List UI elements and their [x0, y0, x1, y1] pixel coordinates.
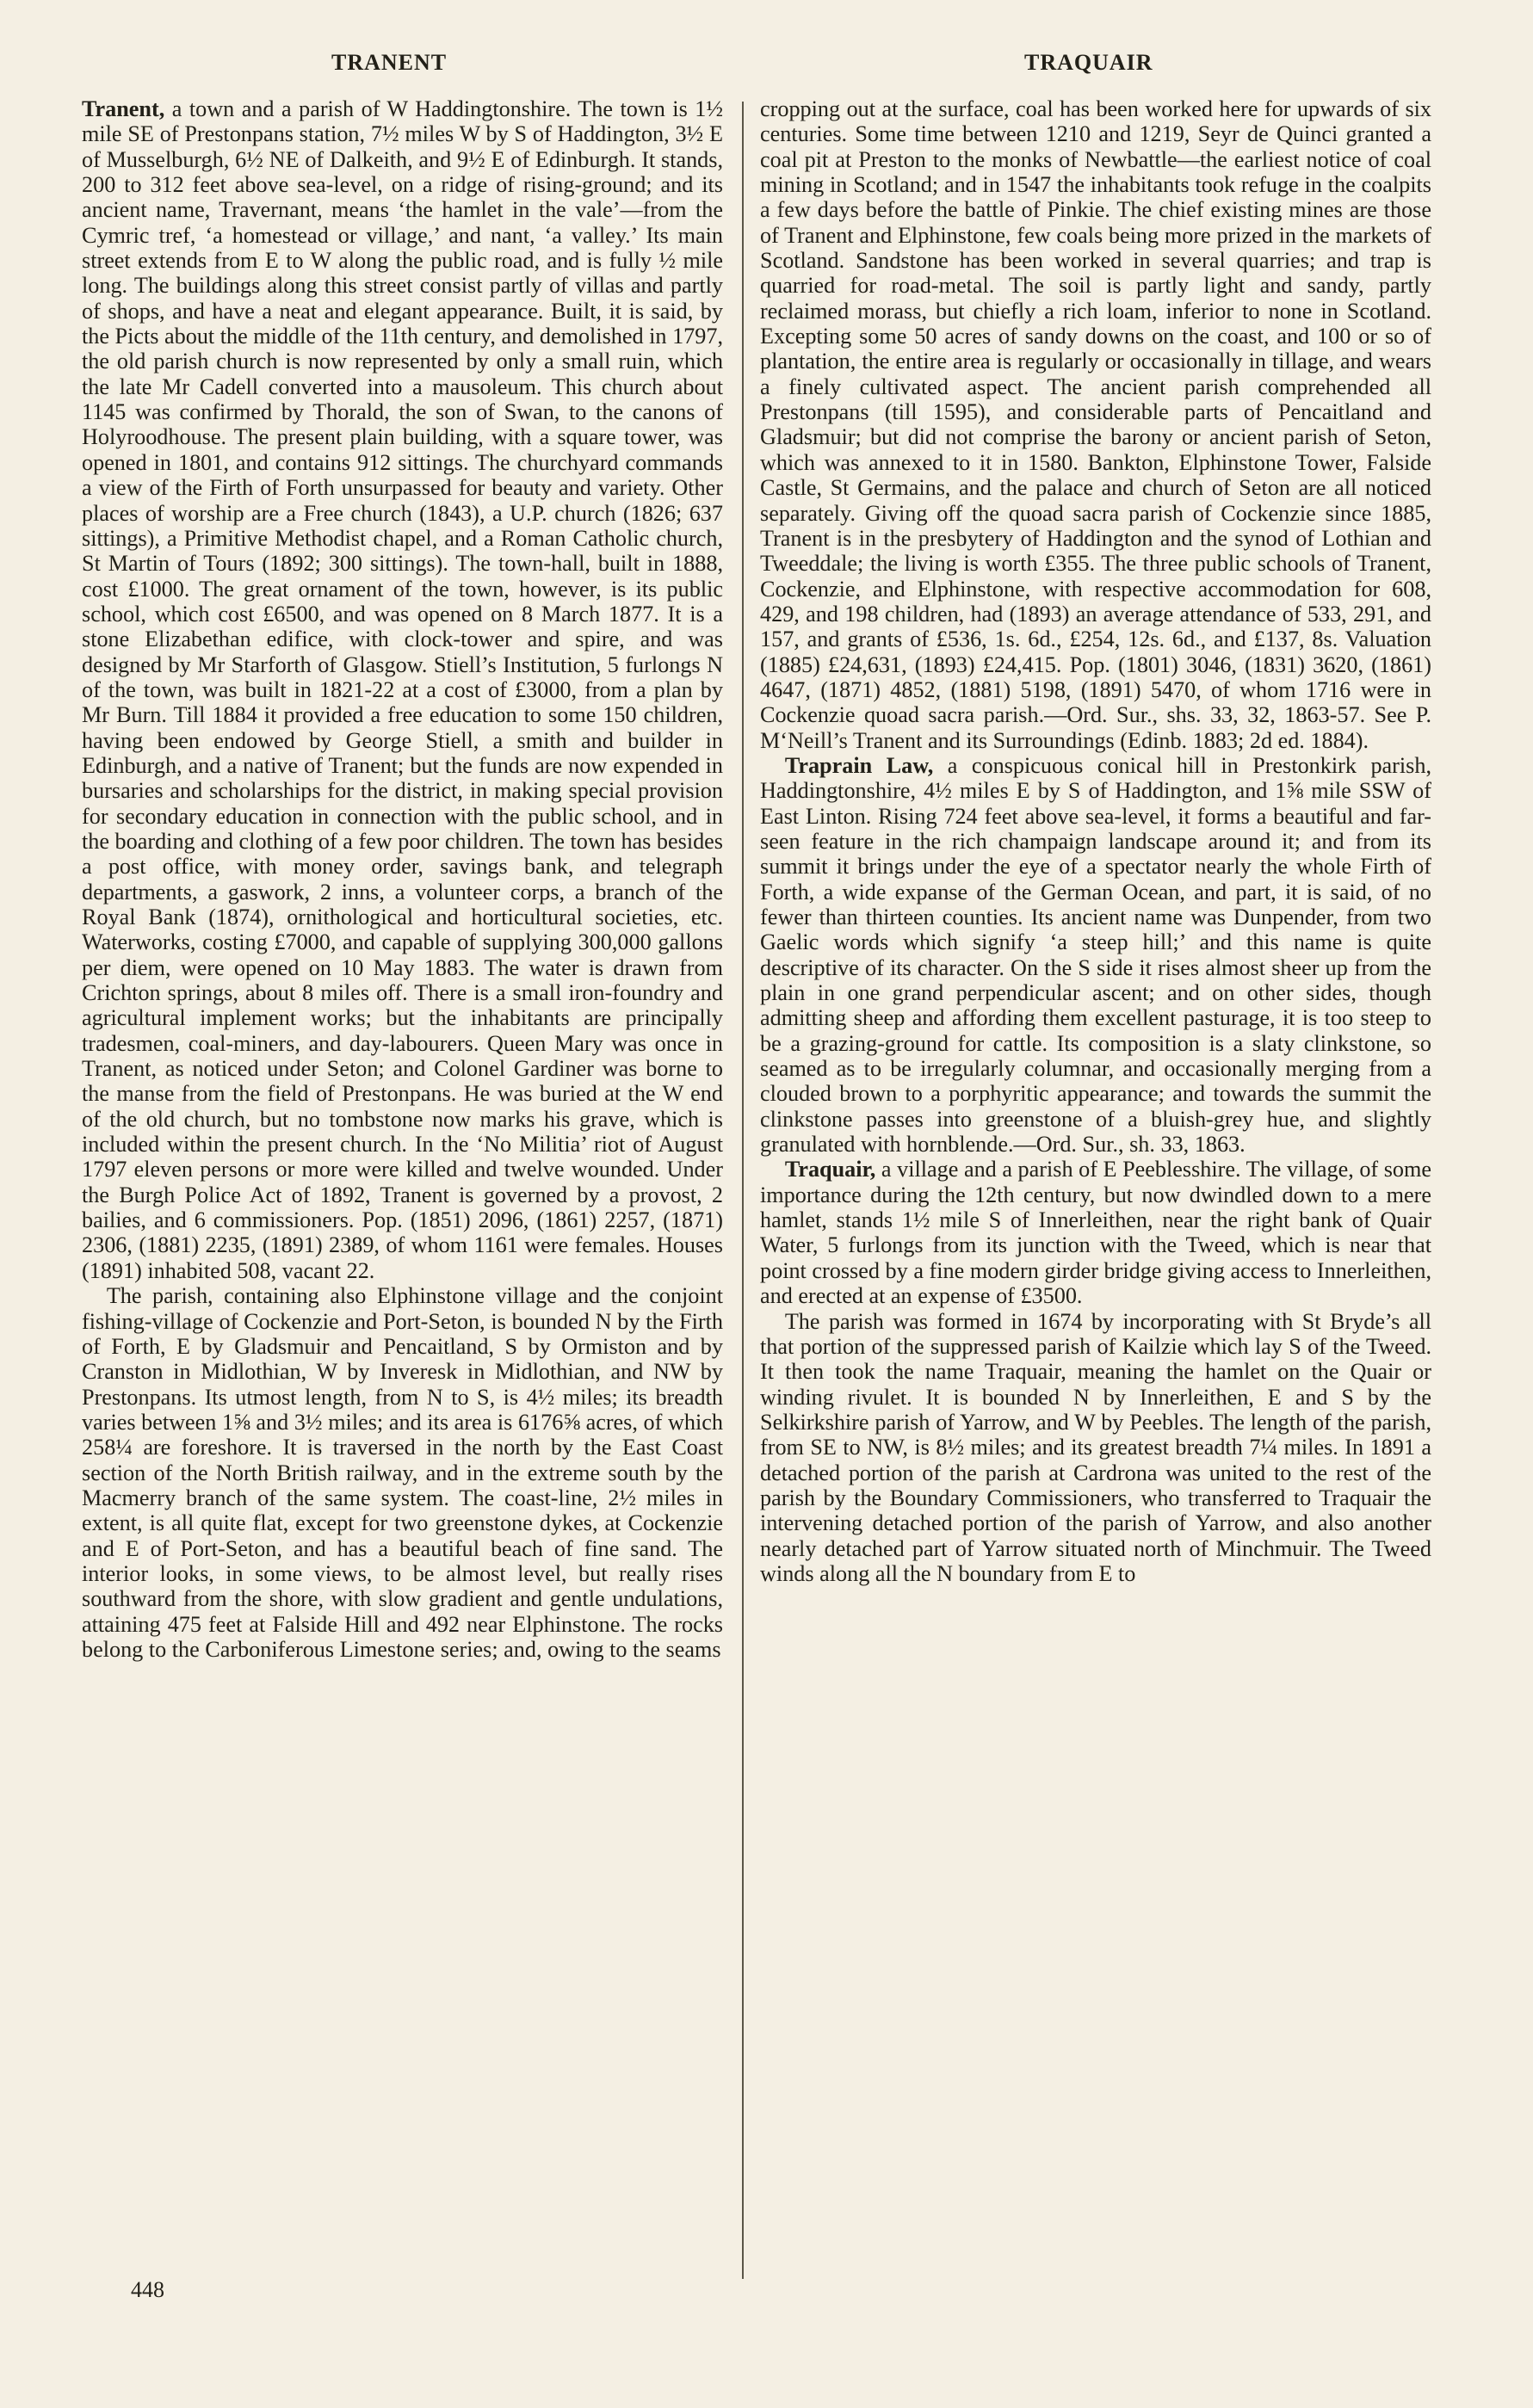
column-rule [742, 102, 744, 2279]
page-number: 448 [131, 2277, 164, 2302]
paragraph [760, 753, 1431, 1158]
entry-text: a town and a parish of W Haddingtonshire. The town is 1½ mile SE of Prestonpans station, 7½ miles W by S of Haddington, 3½ E of Musselburgh, 6½ NE of Dalkeith, and 9½ E of Edinburgh. It stands, 200 to 312 feet above sea-level, on a ridge of rising-ground; and its ancient name, Travernant, means ‘the hamlet in the vale’—from the Cymric tref, ‘a homestead or village,’ and nant, ‘a valley.’ Its main street extends from E to W along the public road, and is fully ½ mile long. The buildings along this street consist partly of villas and partly of shops, and have a neat and elegant appearance. Built, it is said, by the Picts about the middle of the 11th century, and demolished in 1797, the old parish church is now represented by only a small ruin, which the late Mr Cadell converted into a mausoleum. This church about 1145 was confirmed by Thorald, the son of Swan, to the canons of Holyroodhouse. The present plain building, with a square tower, was opened in 1801, and contains 912 sittings. The churchyard commands a view of the Firth of Forth unsurpassed for beauty and variety. Other places of worship are a Free church (1843), a U.P. church (1826; 637 sittings), a Primitive Methodist chapel, and a Roman Catholic church, St Martin of Tours (1892; 300 sittings). The town-hall, built in 1888, cost £1000. The great ornament of the town, however, is its public school, which cost £6500, and was opened on 8 March 1877. It is a stone Elizabethan edifice, with clock-tower and spire, and was designed by Mr Starforth of Glasgow. Stiell’s Institution, 5 furlongs N of the town, was built in 1821-22 at a cost of £3000, from a plan by Mr Burn. Till 1884 it provided a free education to some 150 children, having been endowed by George Stiell, a smith and builder in Edinburgh, and a native of Tranent; but the funds are now expended in bursaries and scholarships for the district, in making special provision for secondary education in connection with the public school, and in the boarding and clothing of a few poor children. The town has besides a post office, with money order, savings bank, and telegraph departments, a gaswork, 2 inns, a volunteer corps, a branch of the Royal Bank (1874), ornithological and horticultural societies, etc. Waterworks, costing £7000, and capable of supplying 300,000 gallons per diem, were opened on 10 May 1883. The water is drawn from Crichton springs, about 8 miles off. There is a small iron-foundry and agricultural implement works; but the inhabitants are principally tradesmen, coal-miners, and day-labourers. Queen Mary was once in Tranent, as noticed under Seton; and Colonel Gardiner was borne to the manse from the field of Prestonpans. He was buried at the W end of the old church, but no tombstone now marks his grave, which is included within the present church. In the ‘No Militia’ riot of August 1797 eleven persons or more were killed and twelve wounded. Under the Burgh Police Act of 1892, Tranent is governed by a provost, 2 bailies, and 6 commissioners. Pop. (1851) 2096, (1861) 2257, (1871) 2306, (1881) 2235, (1891) 2389, of whom 1161 were females. Houses (1891) inhabited 508, vacant 22. [82, 96, 723, 1283]
entry-headword: Traquair, [784, 1157, 876, 1182]
paragraph [760, 1157, 1431, 1308]
paragraph [760, 1309, 1431, 1587]
running-head-left: TRANENT [331, 50, 448, 75]
entry-text: a village and a parish of E Peeblesshire. The village, of some importance during the 12th century, but now dwindled down to a mere hamlet, stands 1½ mile S of Innerleithen, near the right bank of Quair Water, 5 furlongs from its junction with the Tweed, which is near that point crossed by a fine modern girder bridge giving access to Innerleithen, and erected at an expense of £3500. [760, 1157, 1431, 1309]
entry-text: The parish, containing also Elphinstone village and the conjoint fishing-village of Cockenzie and Port-Seton, is bounded N by the Firth of Forth, E by Gladsmuir and Pencaitland, S by Ormiston and by Cranston in Midlothian, W by Inveresk in Midlothian, and NW by Prestonpans. Its utmost length, from N to S, is 4½ miles; its breadth varies between 1⅝ and 3½ miles; and its area is 6176⅝ acres, of which 258¼ are foreshore. It is traversed in the north by the East Coast section of the North British railway, and in the extreme south by the Macmerry branch of the same system. The coast-line, 2½ miles in extent, is all quite flat, except for two greenstone dykes, at Cockenzie and E of Port-Seton, and has a beautiful beach of fine sand. The interior looks, in some views, to be almost level, but really rises southward from the shore, with slow gradient and gentle undulations, attaining 475 feet at Falside Hill and 492 near Elphinstone. The rocks belong to the Carboniferous Limestone series; and, owing to the seams [82, 1283, 723, 1662]
entry-headword: Tranent, [82, 96, 165, 121]
entry-headword: Traprain Law, [784, 752, 934, 778]
running-head-right: TRAQUAIR [1024, 50, 1153, 75]
left-column [82, 96, 723, 1662]
paragraph [82, 96, 723, 1283]
paragraph [82, 1283, 723, 1662]
right-column [760, 96, 1431, 1586]
entry-text: a conspicuous conical hill in Prestonkirk parish, Haddingtonshire, 4½ miles E by S of Haddington, and 1⅝ mile SSW of East Linton. Rising 724 feet above sea-level, it forms a beautiful and far-seen feature in the rich champaign landscape around it; and from its summit it brings under the eye of a spectator nearly the whole Firth of Forth, a wide expanse of the German Ocean, and part, it is said, of no fewer than thirteen counties. Its ancient name was Dunpender, from two Gaelic words which signify ‘a steep hill;’ and this name is quite descriptive of its character. On the S side it rises almost sheer up from the plain in one grand perpendicular ascent; and on other sides, though admitting sheep and affording them excellent pasturage, it is too steep to be a grazing-ground for cattle. Its composition is a slaty clinkstone, so seamed as to be irregularly columnar, and occasionally merging from a clouded brown to a porphyritic appearance; and towards the summit the clinkstone passes into greenstone of a bluish-grey hue, and slightly granulated with hornblende.—Ord. Sur., sh. 33, 1863. [760, 752, 1432, 1158]
paragraph [760, 96, 1431, 753]
entry-text: The parish was formed in 1674 by incorporating with St Bryde’s all that portion of the suppressed parish of Kailzie which lay S of the Tweed. It then took the name Traquair, meaning the hamlet on the Quair or winding rivulet. It is bounded N by Innerleithen, E and S by the Selkirkshire parish of Yarrow, and W by Peebles. The length of the parish, from SE to NW, is 8½ miles; and its greatest breadth 7¼ miles. In 1891 a detached portion of the parish at Cardrona was united to the rest of the parish by the Boundary Commissioners, who transferred to Traquair the intervening detached portion of the parish of Yarrow, and also another nearly detached part of Yarrow situated north of Minchmuir. The Tweed winds along all the N boundary from E to [760, 1308, 1431, 1586]
entry-text: cropping out at the surface, coal has been worked here for upwards of six centuries. Some time between 1210 and 1219, Seyr de Quinci granted a coal pit at Preston to the monks of Newbattle—the earliest notice of coal mining in Scotland; and in 1547 the inhabitants took refuge in the coalpits a few days before the battle of Pinkie. The chief existing mines are those of Tranent and Elphinstone, few coals being more prized in the markets of Scotland. Sandstone has been worked in several quarries; and trap is quarried for road-metal. The soil is partly light and sandy, partly reclaimed morass, but chiefly a rich loam, inferior to none in Scotland. Excepting some 50 acres of sandy downs on the coast, and 100 or so of plantation, the entire area is regularly or occasionally in tillage, and wears a finely cultivated aspect. The ancient parish comprehended all Prestonpans (till 1595), and considerable parts of Pencaitland and Gladsmuir; but did not comprise the barony or ancient parish of Seton, which was annexed to it in 1580. Bankton, Elphinstone Tower, Falside Castle, St Germains, and the palace and church of Seton are all noticed separately. Giving off the quoad sacra parish of Cockenzie since 1885, Tranent is in the presbytery of Haddington and the synod of Lothian and Tweeddale; the living is worth £355. The three public schools of Tranent, Cockenzie, and Elphinstone, with respective accommodation for 608, 429, and 198 children, had (1893) an average attendance of 533, 291, and 157, and grants of £536, 1s. 6d., £254, 12s. 6d., and £137, 8s. Valuation (1885) £24,631, (1893) £24,415. Pop. (1801) 3046, (1831) 3620, (1861) 4647, (1871) 4852, (1881) 5198, (1891) 5470, of whom 1716 were in Cockenzie quoad sacra parish.—Ord. Sur., shs. 33, 32, 1863-57. See P. M‘Neill’s Tranent and its Surroundings (Edinb. 1883; 2d ed. 1884). [760, 96, 1431, 753]
